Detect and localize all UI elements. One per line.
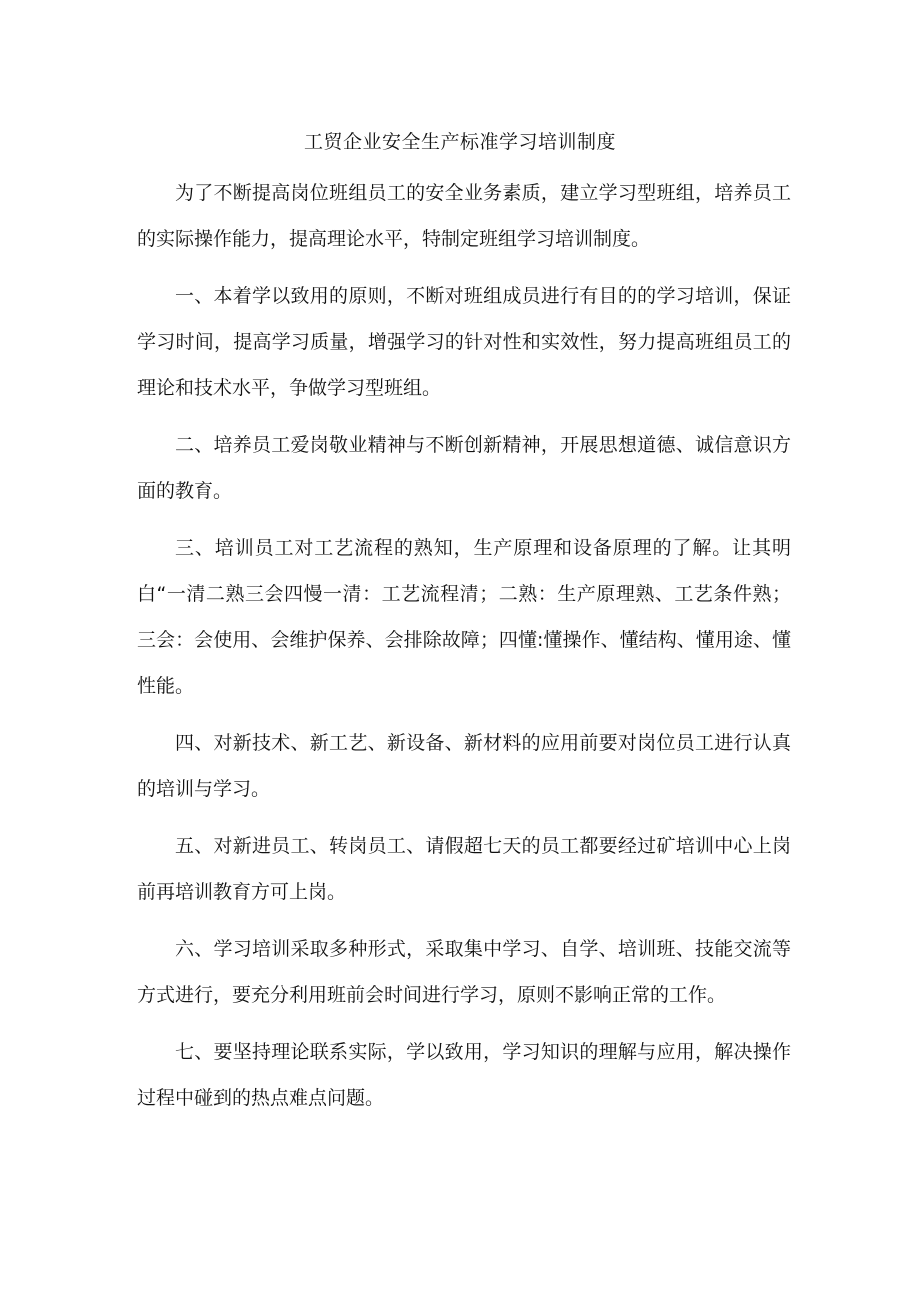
clause-7-paragraph: 七、要坚持理论联系实际，学以致用，学习知识的理解与应用，解决操作过程中碰到的热点难点问题。 (137, 1041, 791, 1109)
clause-4-paragraph: 四、对新技术、新工艺、新设备、新材料的应用前要对岗位员工进行认真的培训与学习。 (137, 732, 791, 800)
clause-5-paragraph: 五、对新进员工、转岗员工、请假超七天的员工都要经过矿培训中心上岗前再培训教育方可上岗。 (137, 835, 791, 903)
intro-paragraph: 为了不断提高岗位班组员工的安全业务素质，建立学习型班组，培养员工的实际操作能力，提高理论水平，特制定班组学习培训制度。 (137, 182, 791, 250)
clause-3-paragraph: 三、培训员工对工艺流程的熟知，生产原理和设备原理的了解。让其明白“一清二熟三会四慢一清：工艺流程清；二熟：生产原理熟、工艺条件熟；三会：会使用、会维护保养、会排除故障；四懂:懂操作、懂结构、懂用途、懂性能。 (137, 537, 791, 697)
clause-6-paragraph: 六、学习培训采取多种形式，采取集中学习、自学、培训班、技能交流等方式进行，要充分利用班前会时间进行学习，原则不影响正常的工作。 (137, 938, 791, 1006)
document-title: 工贸企业安全生产标准学习培训制度 (303, 131, 616, 153)
document-body (137, 170, 791, 1132)
clause-2-paragraph: 二、培养员工爱岗敬业精神与不断创新精神，开展思想道德、诚信意识方面的教育。 (137, 434, 791, 502)
clause-1-paragraph: 一、本着学以致用的原则，不断对班组成员进行有目的的学习培训，保证学习时间，提高学习质量，增强学习的针对性和实效性，努力提高班组员工的理论和技术水平，争做学习型班组。 (137, 285, 791, 399)
